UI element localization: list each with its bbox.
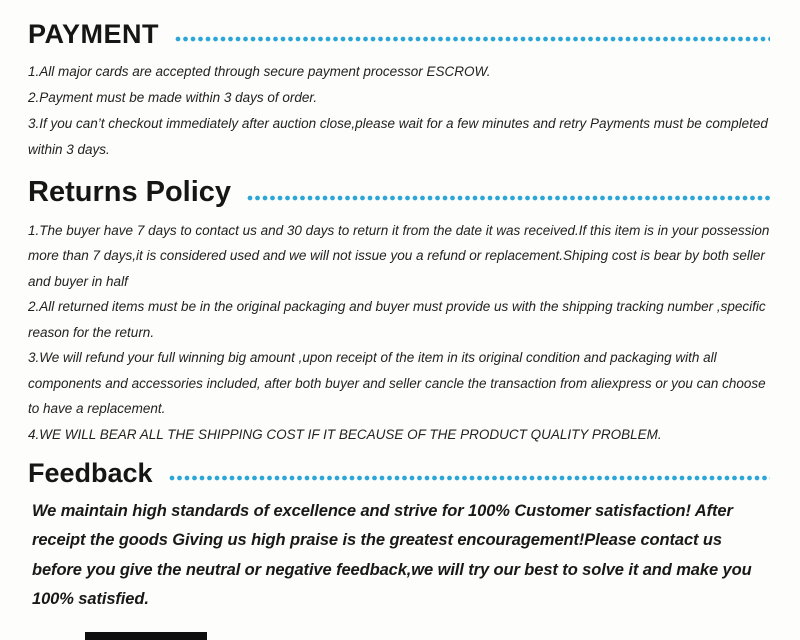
payment-item: 1.All major cards are accepted through secure payment processor ESCROW. xyxy=(28,64,491,80)
dotted-divider xyxy=(175,36,770,42)
returns-section-title: Returns Policy xyxy=(28,176,232,209)
payment-item: 3.If you can’t checkout immediately after auction close,please wait for a few minutes and retry Payments must be completed within 3 days. xyxy=(28,116,768,158)
returns-item: 3.We will refund your full winning big amount ,upon receipt of the item in its original condition and packaging with all components and accessories included, after both buyer and seller cancle the transaction from aliexpress or you can choose to have a replacement. xyxy=(28,350,766,417)
returns-section-header xyxy=(28,177,770,207)
dotted-divider xyxy=(169,475,770,481)
payment-section-title: PAYMENT xyxy=(28,19,160,49)
returns-item: 1.The buyer have 7 days to contact us and 30 days to return it from the date it was received.If this item is in your possession more than 7 days,it is considered used and we will not issue you a refund or replacement.Shiping cost is bear by both seller and buyer in half xyxy=(28,222,770,289)
returns-item: 4.WE WILL BEAR ALL THE SHIPPING COST IF IT BECAUSE OF THE PRODUCT QUALITY PROBLEM. xyxy=(28,426,662,442)
payment-section-header xyxy=(28,20,770,48)
payment-items xyxy=(28,59,770,163)
image-crop-artifact xyxy=(85,632,207,640)
returns-items xyxy=(28,218,770,448)
payment-item: 2.Payment must be made within 3 days of order. xyxy=(28,90,318,106)
feedback-section-title: Feedback xyxy=(28,458,153,489)
returns-item: 2.All returned items must be in the original packaging and buyer must provide us with the shipping tracking number ,specific reason for the return. xyxy=(28,299,766,340)
feedback-section-header xyxy=(28,459,770,487)
dotted-divider xyxy=(247,195,770,201)
feedback-paragraph: We maintain high standards of excellence and strive for 100% Customer satisfaction! After receipt the goods Giving us high praise is the greatest encouragement!Please contact us before you give the neutral or negative feedback,we will try our best to solve it and make you 100% satisfied. xyxy=(32,501,752,609)
